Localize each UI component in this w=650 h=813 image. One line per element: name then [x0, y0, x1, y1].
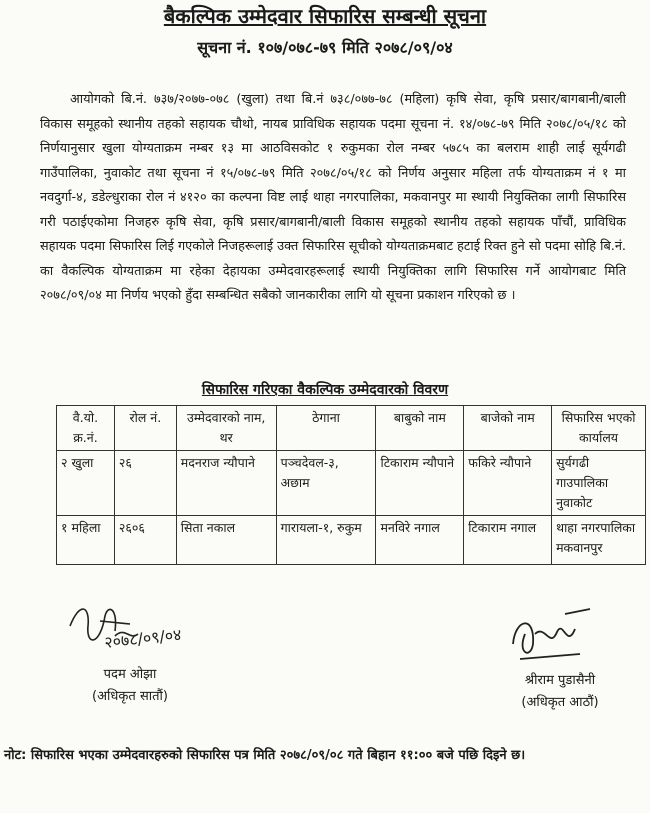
col-header-name: उम्मेदवारको नाम, थर: [176, 406, 276, 451]
table-caption: [0, 380, 650, 399]
table-row: [57, 516, 646, 565]
notice-number: सूचना नं. १०७/०७८-७९ मिति २०७८/०९/०४: [197, 38, 453, 57]
col-header-office: सिफारिस भएको कार्यालय: [552, 406, 646, 451]
cell-grandfather: टिकाराम नगाल: [464, 516, 552, 565]
right-signature: [505, 604, 595, 664]
left-signature: [60, 596, 240, 656]
col-header-address: ठेगाना: [276, 406, 376, 451]
recommendation-table: [56, 405, 646, 565]
col-header-serial: वै.यो. क्र.नं.: [57, 406, 115, 451]
left-signatory: [55, 664, 205, 708]
cell-address: पञ्चदेवल-३, अछाम: [276, 451, 376, 516]
notice-title: बैकल्पिक उम्मेदवार सिफारिस सम्बन्धी सूचना: [163, 4, 487, 28]
col-header-father: बाबुको नाम: [376, 406, 464, 451]
left-signatory-name: पदम ओझा: [103, 667, 157, 682]
cell-father: टिकाराम न्यौपाने: [376, 451, 464, 516]
right-signatory-title: (अधिकृत आठौं): [521, 695, 599, 710]
cell-serial: २ खुला: [57, 451, 115, 516]
notice-body: आयोगको बि.नं. ७३७/२०७७-०७८ (खुला) तथा बि.नं ७३८/०७७-७८ (महिला) कृषि सेवा, कृषि प्रसार/बागबानी/बाली विकास समूहको स्थानीय तहको सहायक चौथो, नायब प्राविधिक सहायक पदमा सूचना नं. १४/०७८-७९ मिति २०७८/०५/१८ को निर्णयानुसार खुला योग्यताक्रम नम्बर १३ मा आठविसकोट १ रुकुमका रोल नम्बर ५७८५ का बलराम शाही लाई सूर्यगढी गाउँपालिका, नुवाकोट तथा सूचना नं १५/०७८-७९ मिति २०७८/०५/१८ को निर्णय अनुसार महिला तर्फ योग्यताक्रम नं १ मा नवदुर्गा-४, डडेल्धुराका रोल नं ४१२० का कल्पना विष्ट लाई थाहा नगरपालिका, मकवानपुर मा स्थायी नियुक्तिका लागी सिफारिस गरी पठाईएकोमा निजहरु कृषि सेवा, कृषि प्रसार/बागबानी/बाली विकास समूहको स्थानीय तहको सहायक पाँचौं, प्राविधिक सहायक पदमा सिफारिस लिई गएकोले निजहरूलाई उक्त सिफारिस सूचीको योग्यताक्रमबाट हटाई रिक्त हुने सो पदमा सोहि बि.नं. का वैकल्पिक योग्यताक्रम मा रहेका देहायका उम्मेदवारहरूलाई स्थायी नियुक्तिका लागि सिफारिस गर्ने आयोगबाट मिति २०७८/०९/०४ मा निर्णय भएको हुँदा सम्बन्धित सबैको जानकारीका लागि यो सूचना प्रकाशन गरिएको छ ।: [40, 92, 626, 303]
cell-name: सिता नकाल: [176, 516, 276, 565]
table-header-row: [57, 406, 646, 451]
footer-note: नोट: सिफारिस भएका उम्मेदवारहरुको सिफारिस पत्र मिति २०७८/०९/०८ गते बिहान ११:०० बजे पछि दिइने छ।: [4, 748, 526, 763]
cell-grandfather: फकिरे न्यौपाने: [464, 451, 552, 516]
right-signatory: [490, 670, 630, 714]
cell-office: सुर्यगढी गाउपालिका नुवाकोट: [552, 451, 646, 516]
right-signatory-name: श्रीराम पुडासैनी: [524, 673, 596, 688]
cell-address: गारायला-१, रुकुम: [276, 516, 376, 565]
col-header-roll: रोल नं.: [114, 406, 176, 451]
left-signatory-title: (अधिकृत सातौं): [92, 689, 168, 704]
signature-date: २०७८/०९/०४: [103, 624, 183, 652]
table-caption-text: सिफारिस गरिएका वैकल्पिक उम्मेदवारको विवरण: [201, 382, 449, 398]
table-row: [57, 451, 646, 516]
cell-name: मदनराज न्यौपाने: [176, 451, 276, 516]
cell-roll: २६: [114, 451, 176, 516]
col-header-grandfather: बाजेको नाम: [464, 406, 552, 451]
cell-office: थाहा नगरपालिका मकवानपुर: [552, 516, 646, 565]
cell-roll: २६०६: [114, 516, 176, 565]
cell-father: मनविरे नगाल: [376, 516, 464, 565]
cell-serial: १ महिला: [57, 516, 115, 565]
